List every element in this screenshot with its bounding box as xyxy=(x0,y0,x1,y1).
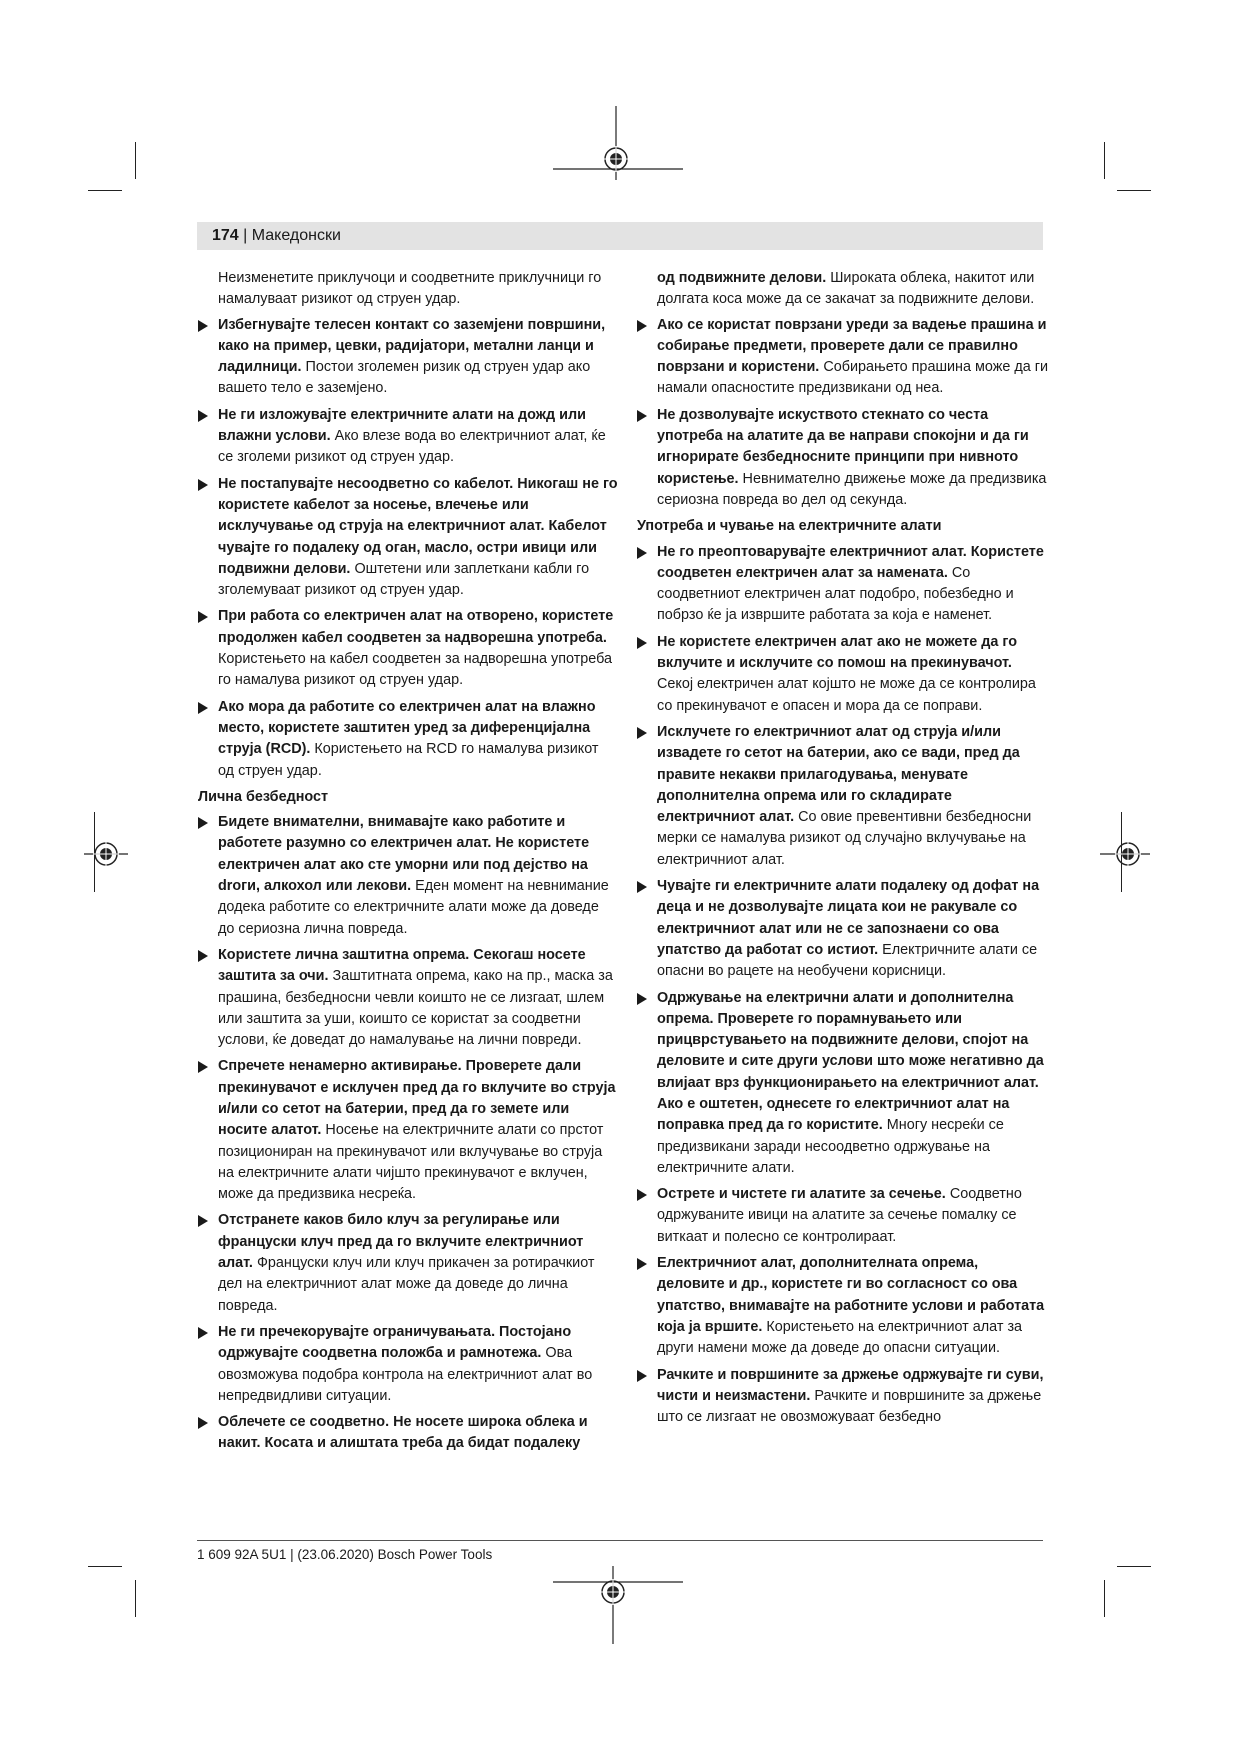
list-item xyxy=(637,405,1049,511)
paragraph: Неизменетите приклучоци и соодветните приклучници го намалуваат ризикот од струен удар. xyxy=(218,270,602,308)
registration-mark-icon xyxy=(84,832,128,876)
item-text: Со соодветниот електричен алат подобро, побезбедно и побрзо ќе ја извршите работата за која е наменет. xyxy=(657,564,1014,624)
item-bold: Бидете внимателни, внимавајте како работите и работете разумно со електричен алат. Не користете електричен алат ако сте уморни или под дејство на droги, алкохол или лекови. xyxy=(218,814,590,895)
list-item xyxy=(198,945,618,1051)
item-text: Користењето на електричниот алат за други намени може да доведе до опасни ситуации. xyxy=(657,1318,1023,1357)
bullet-triangle-icon xyxy=(637,727,647,739)
bullet-triangle-icon xyxy=(198,817,208,829)
list-item xyxy=(198,405,618,469)
item-bold: Избегнувајте телесен контакт со заземјени површини, како на пример, цевки, радијатори, метални ланци и ладилници. xyxy=(218,316,606,376)
bullet-triangle-icon xyxy=(637,410,647,422)
list-item xyxy=(637,1365,1049,1429)
registration-mark-icon xyxy=(553,106,683,180)
list-item xyxy=(198,812,618,940)
list-item xyxy=(637,315,1049,400)
list-item xyxy=(637,876,1049,982)
crop-mark xyxy=(1104,142,1105,179)
section-title: Лична безбедност xyxy=(198,788,329,805)
registration-mark-icon xyxy=(553,1566,683,1644)
item-text: Соодветно одржуваните ивици на алатите за сечење помалку се виткаат и полесно се контролираат. xyxy=(657,1186,1022,1245)
list-item xyxy=(198,1322,618,1407)
crop-mark xyxy=(135,1580,136,1617)
item-bold: Електричниот алат, дополнителната опрема, деловите и др., користете ги во согласност со ова упатство, внимавајте на работните услови и работата која ја вршите. xyxy=(657,1255,1045,1335)
section-title: Употреба и чување на електричните алати xyxy=(637,518,942,535)
bullet-triangle-icon xyxy=(637,1258,647,1270)
item-bold: Не го преоптоварувајте електричниот алат. Користете соодветен електричен алат за намената. xyxy=(657,543,1044,581)
item-text: Оштетени или заплеткани кабли го зголемуваат ризикот од струен удар. xyxy=(218,560,590,599)
crop-mark xyxy=(135,142,136,179)
item-bold: Не користете електричен алат ако не можете да го вклучите и исклучите со помош на прекинувачот. xyxy=(657,633,1017,672)
bullet-triangle-icon xyxy=(637,1189,647,1201)
item-text: Носење на електричните алати со прстот позициониран на прекинувачот или вклучување во струја на електричните алати чијшто прекинувачот е вклучен, може да предизвика несреќа. xyxy=(218,1122,604,1203)
item-bold: Не ги пречекорувајте ограничувањата. Постојано одржувајте соодветна положба и рамнотежа. xyxy=(218,1323,572,1362)
list-item xyxy=(198,1210,618,1316)
item-bold: Не ги изложувајте електричните алати на дожд или влажни услови. xyxy=(218,406,586,445)
item-text: Собирањето прашина може да ги намали опасностите предизвикани од неа. xyxy=(657,359,1049,397)
list-item xyxy=(637,988,1049,1180)
item-bold: Ако мора да работите со електричен алат на влажно место, користете заштитен уред за диференцијална струја (RCD). xyxy=(218,698,596,758)
list-item xyxy=(637,1184,1049,1248)
bullet-triangle-icon xyxy=(198,950,208,962)
bullet-triangle-icon xyxy=(198,1215,208,1227)
bullet-triangle-icon xyxy=(637,637,647,649)
item-bold: Не постапувајте несоодветно со кабелот. Никогаш не го користете кабелот за носење, влечење или исклучување од струја на електричниот алат. Кабелот чувајте го подалеку од оган, масло, остри ивици или подвижни делови. xyxy=(218,475,618,577)
item-bold: Ако се користат поврзани уреди за вадење прашина и собирање предмети, проверете дали се правилно поврзани и користени. xyxy=(657,316,1047,376)
item-text: Заштитната опрема, како на пр., маска за прашина, безбедносни чевли коишто не се лизгаат, шлем или заштита за уши, коишто се користат за соодветни услови, ќе доведат до намалување на лични повреди. xyxy=(218,968,613,1049)
bullet-triangle-icon xyxy=(198,320,208,332)
bullet-triangle-icon xyxy=(637,1370,647,1382)
bullet-triangle-icon xyxy=(637,547,647,559)
item-text: Еден момент на невнимание додека работите со електричните алати може да доведе до сериозна лична повреда. xyxy=(218,878,609,937)
left-column xyxy=(198,268,618,1460)
bullet-triangle-icon xyxy=(637,881,647,893)
list-item xyxy=(198,697,618,782)
bullet-triangle-icon xyxy=(637,320,647,332)
item-bold: Облечете се соодветно. Не носете широка облека и накит. Косата и алиштата треба да бидат подалеку xyxy=(218,1414,588,1452)
crop-mark xyxy=(1117,1566,1151,1567)
item-text: Секој електричен алат којшто не може да се контролира со прекинувачот е опасен и мора да се поправи. xyxy=(657,676,1036,714)
item-bold: Користете лична заштитна опрема. Секогаш носете заштита за очи. xyxy=(218,946,586,985)
item-bold: Чувајте ги електричните алати подалеку од дофат на деца и не дозволувајте лицата кои не ракувале со електричниот алат или не се запознаени со ова упатство да работат со истиот. xyxy=(657,878,1040,958)
bullet-triangle-icon xyxy=(198,1327,208,1339)
list-item xyxy=(198,1412,618,1455)
item-text: Рачките и површините за држење што се лизгаат не овозможуваат безбедно xyxy=(657,1387,1042,1426)
item-bold: Рачките и површините за држење одржувајте ги суви, чисти и неизмастени. xyxy=(657,1366,1044,1404)
bullet-triangle-icon xyxy=(198,479,208,491)
item-bold: Одржување на електрични алати и дополнителна опрема. Проверете го порамнувањето или прицврстувањето на подвижните делови, спојот на деловите и сите други услови што може негативно да влијаат врз функционирањето на електричниот алат. Ако е оштетен, однесете го електричниот алат на поправка пред да го користите. xyxy=(657,989,1044,1134)
item-text: Ако влезе вода во електричниот алат, ќе се зголеми ризикот од струен удар. xyxy=(218,428,606,466)
bullet-triangle-icon xyxy=(198,1417,208,1429)
item-bold: При работа со електричен алат на отворено, користете продолжен кабел соодветен за надворешна употреба. xyxy=(218,608,614,646)
registration-mark-icon xyxy=(1100,832,1150,876)
page-footer: 1 609 92A 5U1 | (23.06.2020) Bosch Power Tools xyxy=(197,1547,493,1562)
footer-divider xyxy=(197,1540,1043,1541)
page-number: 174 xyxy=(212,227,239,244)
item-text: Со овие превентивни безбедносни мерки се намалува ризикот од случајно вклучување на електричниот алат. xyxy=(657,809,1032,868)
crop-mark xyxy=(88,190,122,191)
list-item xyxy=(198,474,618,602)
item-text: Ова овозможува подобра контрола на електричниот алат во непредвидливи ситуации. xyxy=(218,1345,593,1404)
item-text: Многу несреќи се предизвикани заради несоодветно одржување на електричните алати. xyxy=(657,1117,1004,1176)
header-language: Македонски xyxy=(251,227,341,244)
bullet-triangle-icon xyxy=(198,702,208,714)
item-text: Користењето на кабел соодветен за надворешна употреба го намалува ризикот од струен удар. xyxy=(218,651,613,689)
bullet-triangle-icon xyxy=(637,993,647,1005)
page-header xyxy=(212,226,341,246)
right-column xyxy=(637,268,1049,1433)
item-text: Невнимателно движење може да предизвика сериозна повреда во дел од секунда. xyxy=(657,470,1047,508)
crop-mark xyxy=(1117,190,1151,191)
item-bold: Исклучете го електричниот алат од струја и/или извадете го сетот на батерии, ако се вади, пред да правите некакви прилагодувања, менувате дополнителна опрема или го складирате електричниот алат. xyxy=(657,723,1020,826)
list-item xyxy=(637,1253,1049,1359)
paragraph xyxy=(637,268,1049,311)
item-text: Користењето на RCD го намалува ризикот од струен удар. xyxy=(218,741,599,779)
item-bold: Острете и чистете ги алатите за сечење. xyxy=(657,1186,946,1203)
bullet-triangle-icon xyxy=(198,410,208,422)
list-item xyxy=(637,722,1049,871)
list-item xyxy=(198,315,618,400)
list-item xyxy=(198,1056,618,1205)
item-text: Француски клуч или клуч прикачен за ротирачкиот дел на електричниот алат може да доведе до лична повреда. xyxy=(218,1255,595,1314)
list-item xyxy=(198,606,618,691)
bullet-triangle-icon xyxy=(198,1061,208,1073)
item-bold: од подвижните делови. xyxy=(657,270,827,286)
crop-mark xyxy=(88,1566,122,1567)
item-text: Широката облека, накитот или долгата коса може да се закачат за подвижните делови. xyxy=(657,270,1035,308)
bullet-triangle-icon xyxy=(198,611,208,623)
list-item xyxy=(637,542,1049,627)
item-text: Постои зголемен ризик од струен удар ако вашето тело е заземјено. xyxy=(218,359,591,397)
list-item xyxy=(637,632,1049,717)
item-bold: Не дозволувајте искуството стекнато со честа употреба на алатите да ве направи спокојни и да ги игнорирате безбедносните принципи при нивното користење. xyxy=(657,406,1029,487)
item-bold: Отстранете каков било клуч за регулирање или француски клуч пред да го вклучите електричниот алат. xyxy=(218,1212,584,1272)
item-bold: Спречете ненамерно активирање. Проверете дали прекинувачот е исклучен пред да го вклучите во струја и/или со сетот на батерии, пред да го земете или носите алатот. xyxy=(218,1058,616,1139)
item-text: Електричните алати се опасни во рацете на необучени корисници. xyxy=(657,941,1038,980)
crop-mark xyxy=(1104,1580,1105,1617)
header-separator: | xyxy=(243,227,248,244)
